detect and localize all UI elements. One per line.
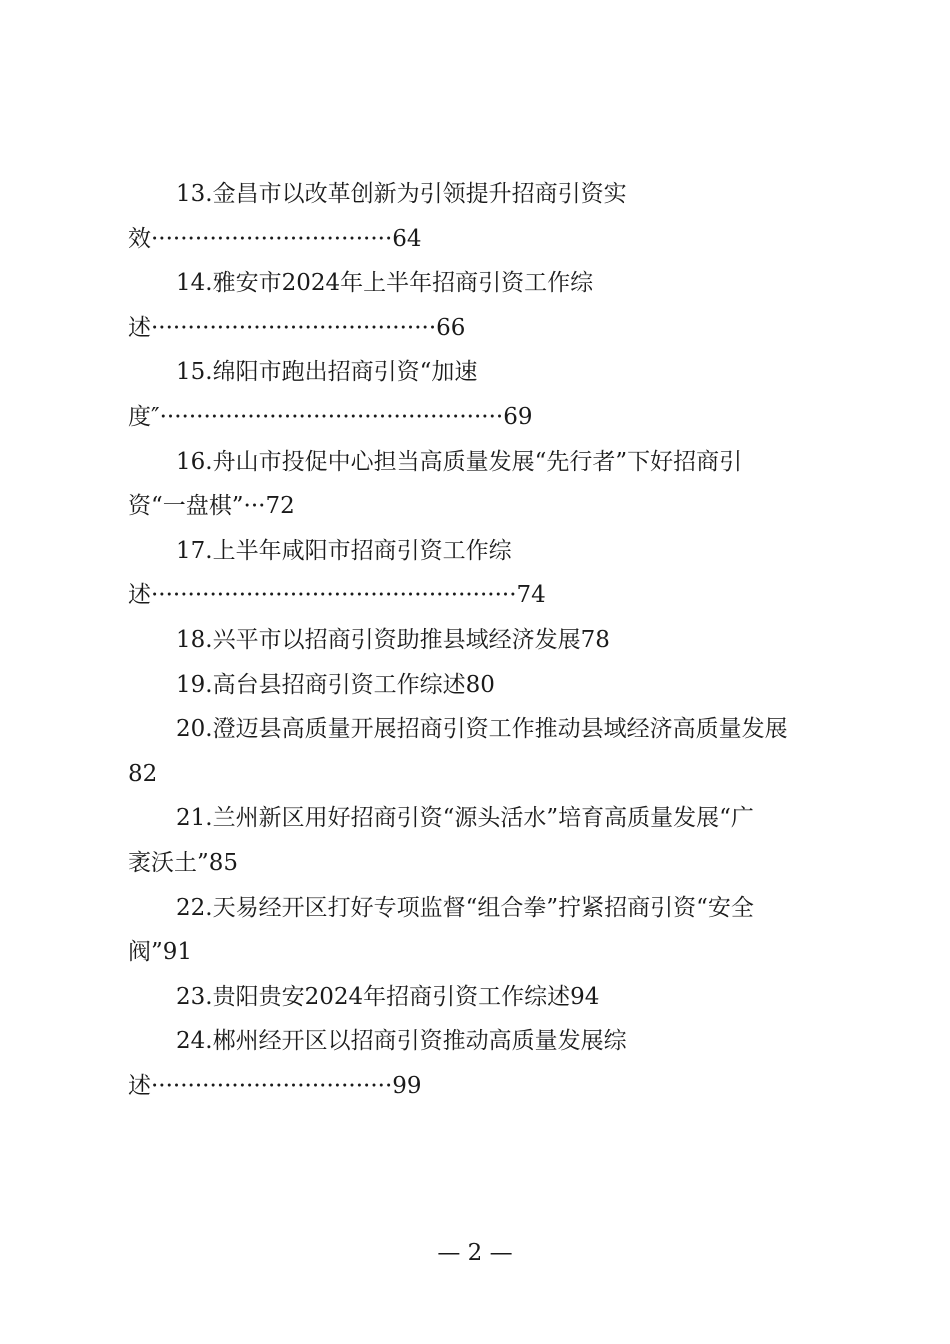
toc-entry-line: 21.兰州新区用好招商引资“源头活水”培育高质量发展“广 <box>176 805 754 832</box>
toc-entry-line: 18.兴平市以招商引资助推县域经济发展78 <box>176 626 610 653</box>
toc-entry-line: 16.舟山市投促中心担当高质量发展“先行者”下好招商引 <box>176 448 743 475</box>
toc-entry-line: 24.郴州经开区以招商引资推动高质量发展综 <box>176 1028 627 1055</box>
toc-entry-continuation: 述··················································74 <box>128 582 546 609</box>
toc-entry-line: 22.天易经开区打好专项监督“组合拳”拧紧招商引资“安全 <box>176 894 754 921</box>
toc-entry-continuation: 效·································64 <box>128 225 422 252</box>
toc-entry-continuation: 度″···············································69 <box>128 403 533 430</box>
page-number: — 2 — <box>437 1240 513 1266</box>
toc-entry-continuation: 资“一盘棋”···72 <box>128 493 295 520</box>
table-of-contents <box>128 172 834 1108</box>
toc-entry-continuation: 阀”91 <box>128 939 193 966</box>
toc-entry-continuation: 述·································99 <box>128 1072 422 1099</box>
toc-entry-line: 15.绵阳市跑出招商引资“加速 <box>176 359 478 386</box>
toc-entry-line: 17.上半年咸阳市招商引资工作综 <box>176 537 512 564</box>
toc-entry-line: 23.贵阳贵安2024年招商引资工作综述94 <box>176 983 600 1010</box>
toc-entry-continuation: 述·······································66 <box>128 314 466 341</box>
toc-entry-continuation: 82 <box>128 760 158 787</box>
toc-entry-line: 20.澄迈县高质量开展招商引资工作推动县域经济高质量发展 <box>176 716 788 743</box>
toc-entry-line: 19.高台县招商引资工作综述80 <box>176 671 495 698</box>
toc-entry-line: 13.金昌市以改革创新为引领提升招商引资实 <box>176 181 627 207</box>
toc-entry-line: 14.雅安市2024年上半年招商引资工作综 <box>176 270 594 297</box>
toc-entry-continuation: 袤沃土”85 <box>128 849 239 876</box>
